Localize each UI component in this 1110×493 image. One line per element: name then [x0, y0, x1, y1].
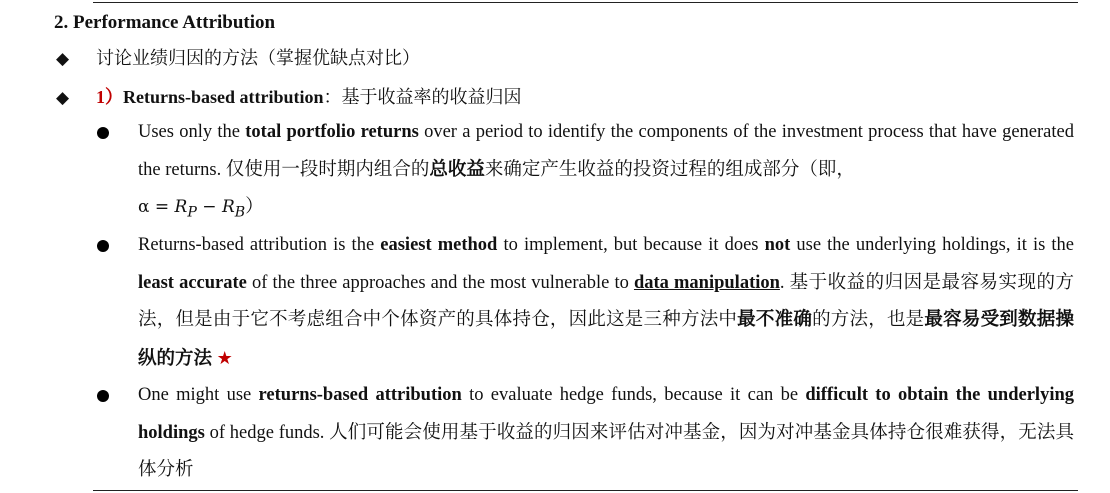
diamond-item-2 [56, 84, 522, 111]
text-run: to evaluate hedge funds, because it can be [461, 385, 806, 405]
section-heading: 2. Performance Attribution [54, 12, 276, 33]
underlined-bold-run: data manipulation [633, 272, 780, 293]
bullet-paragraph-3 [138, 377, 1074, 490]
round-bullet-icon [97, 390, 109, 402]
text-run: 的方法，也是 [812, 310, 925, 330]
top-rule [93, 2, 1078, 3]
text-run: Returns-based attribution is the [138, 235, 381, 255]
text-run: ） [245, 197, 264, 217]
alpha-formula: $\alpha = R_P - R_B$ [138, 197, 246, 221]
diamond-item-1 [56, 45, 420, 72]
round-bullet-icon [97, 127, 109, 139]
text-run: Uses only the [138, 122, 246, 142]
item-subtitle: ：基于收益率的收益归因 [323, 87, 522, 107]
text-run: to implement, but because it does [497, 235, 765, 255]
bottom-rule [93, 490, 1078, 491]
item-title: Returns-based attribution [123, 87, 324, 107]
bold-run: 最不准确 [737, 310, 813, 330]
diamond-bullet-icon: ◆ [56, 49, 70, 68]
bold-run: 总收益 [429, 159, 485, 180]
item-number: 1） [96, 87, 123, 107]
text-run: . 基于收益的归因是最容易实现的方法，但是由于它不考虑组合中个体资产的具体持仓，因此这是三种方法中 [138, 272, 1074, 330]
text-run: 来确定产生收益的投资过程的组成部分（即， [484, 159, 855, 180]
bullet-paragraph-2 [138, 227, 1074, 378]
bold-run: easiest method [380, 235, 498, 255]
bullet-paragraph-1 [138, 114, 1074, 232]
text-run: use the underlying holdings, it is the [790, 235, 1074, 255]
text-run: of the three approaches and the most vulnerable to [246, 272, 634, 293]
diamond-bullet-icon: ◆ [56, 88, 70, 107]
bold-run: returns-based attribution [258, 385, 462, 405]
text-run: One might use [138, 385, 259, 405]
bold-run: 最容易受到数据操纵的方法 [138, 310, 1074, 369]
round-bullet-icon [97, 240, 109, 252]
bold-run: total portfolio returns [245, 122, 419, 142]
bold-run: not [764, 235, 791, 255]
bold-run: difficult to obtain the underlying holdings [138, 385, 1074, 443]
text-run: of hedge funds. 人们可能会使用基于收益的归因来评估对冲基金，因为对冲基金具体持仓很难获得，无法具体分析 [138, 422, 1074, 480]
star-icon: ★ [216, 347, 233, 368]
diamond-item-text: 讨论业绩归因的方法（掌握优缺点对比） [96, 48, 420, 68]
bold-run: least accurate [138, 272, 247, 293]
text-run: over a period to identify the components of the investment process that have generated the returns. 仅使用一段时期内组合的 [138, 122, 1074, 180]
